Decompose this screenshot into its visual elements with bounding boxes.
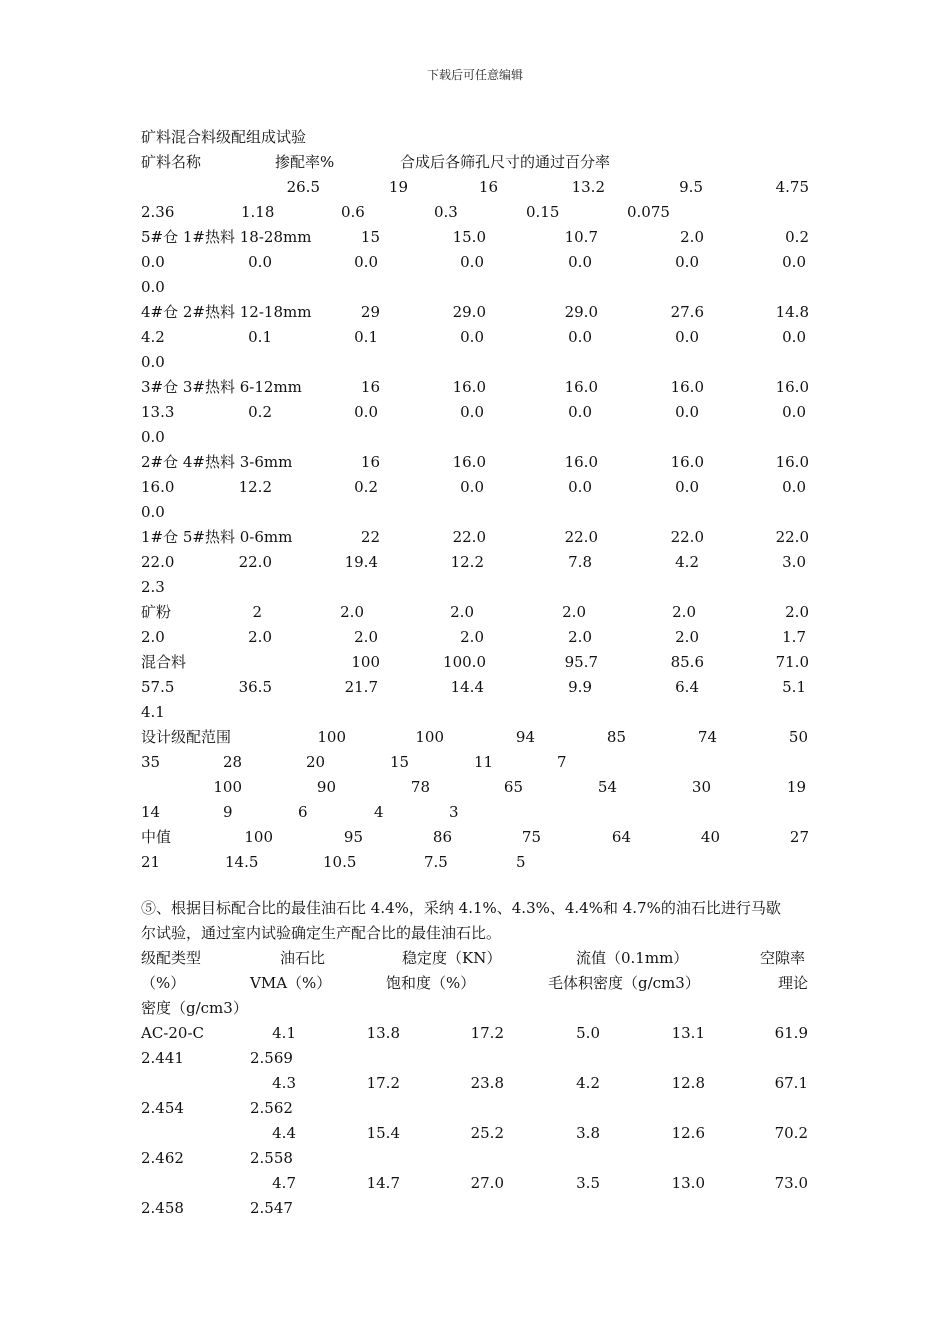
table-cell: 70.2 <box>774 1124 808 1142</box>
table-cell: 3.8 <box>576 1124 600 1142</box>
material-name: 矿粉 <box>141 603 172 621</box>
table-cell: 2.0 <box>354 628 378 646</box>
table-cell: 2.454 <box>141 1099 184 1117</box>
table-cell: 16 <box>360 378 380 396</box>
table-cell: 0.0 <box>248 253 272 271</box>
table-cell: 4.4 <box>272 1124 296 1142</box>
sieve-size: 13.2 <box>571 178 605 196</box>
column-header: 饱和度（%） <box>386 974 476 992</box>
table-cell: 15.0 <box>452 228 486 246</box>
table-cell: 0.0 <box>460 403 484 421</box>
table-cell: 0.2 <box>354 478 378 496</box>
table-cell: 16.0 <box>564 453 598 471</box>
table-cell: 0.0 <box>460 478 484 496</box>
table-cell: 54 <box>597 778 617 796</box>
col-header: 掺配率% <box>275 153 335 171</box>
sieve-size: 26.5 <box>286 178 320 196</box>
table-cell: 0.0 <box>568 403 592 421</box>
table-cell: 17.2 <box>470 1024 504 1042</box>
table-cell: 74 <box>697 728 717 746</box>
median-label: 中值 <box>141 828 172 846</box>
table-cell: 0.0 <box>460 253 484 271</box>
table-cell: 16.0 <box>670 378 704 396</box>
table-cell: 15.4 <box>366 1124 400 1142</box>
table-cell: 4.3 <box>272 1074 296 1092</box>
table-cell: 0.0 <box>141 353 165 371</box>
table-cell: 2.0 <box>568 628 592 646</box>
table-cell: 0.2 <box>248 403 272 421</box>
table-cell: 22.0 <box>564 528 598 546</box>
table-cell: 0.0 <box>141 428 165 446</box>
table-cell: 27.0 <box>470 1174 504 1192</box>
table-cell: 14.5 <box>225 853 259 871</box>
table-cell: 2.569 <box>250 1049 293 1067</box>
table-cell: 14.7 <box>366 1174 400 1192</box>
column-header: VMA（%） <box>250 974 332 992</box>
table-cell: 4.1 <box>272 1024 296 1042</box>
sieve-size: 0.3 <box>434 203 458 221</box>
table-cell: 7.5 <box>424 853 448 871</box>
table-cell: 100 <box>415 728 444 746</box>
table-cell: 0.0 <box>141 278 165 296</box>
table-cell: 4.1 <box>141 703 165 721</box>
table-cell: 23.8 <box>470 1074 504 1092</box>
column-header: 理论 <box>778 974 809 992</box>
table-cell: 2.458 <box>141 1199 184 1217</box>
table-cell: 21.7 <box>344 678 378 696</box>
section-title: 矿料混合料级配组成试验 <box>141 128 307 146</box>
table-cell: 19 <box>786 778 806 796</box>
table-cell: 71.0 <box>775 653 809 671</box>
table-cell: 5.0 <box>576 1024 600 1042</box>
table-cell: 67.1 <box>774 1074 808 1092</box>
table-cell: 95.7 <box>564 653 598 671</box>
table-cell: 1.7 <box>782 628 806 646</box>
table-cell: 30 <box>691 778 711 796</box>
table-cell: 22.0 <box>452 528 486 546</box>
table-cell: 0.0 <box>782 403 806 421</box>
table-cell: 4 <box>374 803 384 821</box>
table-cell: 4.2 <box>576 1074 600 1092</box>
table-cell: 75 <box>521 828 541 846</box>
sieve-size: 0.075 <box>627 203 670 221</box>
table-cell: 4.2 <box>675 553 699 571</box>
table-cell: 35 <box>141 753 161 771</box>
table-cell: 65 <box>503 778 523 796</box>
table-cell: 12.2 <box>450 553 484 571</box>
column-header: 密度（g/cm3） <box>141 999 248 1017</box>
col-header: 矿料名称 <box>141 153 202 171</box>
table-cell: 22.0 <box>670 528 704 546</box>
table-cell: 100 <box>351 653 380 671</box>
table-cell: 14.8 <box>775 303 809 321</box>
sieve-size: 16 <box>478 178 498 196</box>
table-cell: 100.0 <box>443 653 486 671</box>
table-cell: 29 <box>360 303 380 321</box>
table-cell: 4.7 <box>272 1174 296 1192</box>
table-cell: 13.3 <box>141 403 175 421</box>
table-cell: 0.0 <box>460 328 484 346</box>
column-header: （%） <box>141 974 186 992</box>
table-cell: 7.8 <box>568 553 592 571</box>
table-cell: 2.547 <box>250 1199 293 1217</box>
table-cell: 28 <box>223 753 243 771</box>
table-cell: 90 <box>316 778 336 796</box>
material-name: 混合料 <box>141 653 187 671</box>
table-cell: 16 <box>360 453 380 471</box>
sieve-size: 19 <box>388 178 408 196</box>
table-cell: 2 <box>252 603 262 621</box>
table-cell: 36.5 <box>238 678 272 696</box>
table-cell: 2.3 <box>141 578 165 596</box>
table-cell: 12.2 <box>238 478 272 496</box>
table-cell: 57.5 <box>141 678 175 696</box>
table-cell: 94 <box>515 728 535 746</box>
table-cell: 22 <box>360 528 380 546</box>
table-cell: 61.9 <box>774 1024 808 1042</box>
column-header: 空隙率 <box>760 949 806 967</box>
table-cell: 5 <box>516 853 526 871</box>
table-cell: 50 <box>788 728 808 746</box>
table-cell: 16.0 <box>452 378 486 396</box>
table-cell: 12.6 <box>671 1124 705 1142</box>
column-header: 油石比 <box>280 949 326 967</box>
table-cell: 0.2 <box>785 228 809 246</box>
table-cell: 3 <box>449 803 459 821</box>
table-cell: 5.1 <box>782 678 806 696</box>
sieve-size: 1.18 <box>241 203 275 221</box>
column-header: 毛体积密度（g/cm3） <box>548 974 700 992</box>
table-cell: 16.0 <box>452 453 486 471</box>
table-cell: 27.6 <box>670 303 704 321</box>
table-cell: 16.0 <box>141 478 175 496</box>
table-cell: 16.0 <box>564 378 598 396</box>
material-name: 4#仓 2#热料 12-18mm <box>141 303 312 321</box>
table-cell: 2.0 <box>141 628 165 646</box>
column-header: 级配类型 <box>141 949 202 967</box>
table-cell: 0.0 <box>141 253 165 271</box>
table-cell: 100 <box>244 828 273 846</box>
paragraph: 尔试验，通过室内试验确定生产配合比的最佳油石比。 <box>141 924 502 942</box>
table-cell: 86 <box>432 828 452 846</box>
grade-type: AC-20-C <box>141 1024 205 1042</box>
material-name: 3#仓 3#热料 6-12mm <box>141 378 302 396</box>
table-cell: 2.0 <box>672 603 696 621</box>
table-cell: 21 <box>141 853 161 871</box>
table-cell: 13.8 <box>366 1024 400 1042</box>
column-header: 流值（0.1mm） <box>576 949 689 967</box>
col-header: 合成后各筛孔尺寸的通过百分率 <box>400 153 611 171</box>
table-cell: 29.0 <box>564 303 598 321</box>
table-cell: 16.0 <box>670 453 704 471</box>
table-cell: 73.0 <box>774 1174 808 1192</box>
table-cell: 11 <box>474 753 494 771</box>
table-cell: 100 <box>317 728 346 746</box>
table-cell: 4.2 <box>141 328 165 346</box>
design-range-label: 设计级配范围 <box>141 728 232 746</box>
table-cell: 2.0 <box>248 628 272 646</box>
table-cell: 2.0 <box>785 603 809 621</box>
sieve-size: 4.75 <box>775 178 809 196</box>
table-cell: 22.0 <box>141 553 175 571</box>
sieve-size: 0.6 <box>341 203 365 221</box>
table-cell: 2.562 <box>250 1099 293 1117</box>
table-cell: 10.5 <box>323 853 357 871</box>
table-cell: 27 <box>789 828 809 846</box>
table-cell: 0.0 <box>354 403 378 421</box>
table-cell: 0.0 <box>675 328 699 346</box>
table-cell: 0.0 <box>782 328 806 346</box>
table-cell: 20 <box>306 753 326 771</box>
table-cell: 14 <box>141 803 161 821</box>
table-cell: 12.8 <box>671 1074 705 1092</box>
table-cell: 29.0 <box>452 303 486 321</box>
table-cell: 0.0 <box>568 478 592 496</box>
table-cell: 7 <box>557 753 567 771</box>
sieve-size: 0.15 <box>526 203 560 221</box>
table-cell: 95 <box>343 828 363 846</box>
table-cell: 0.0 <box>354 253 378 271</box>
table-cell: 22.0 <box>775 528 809 546</box>
sieve-size: 9.5 <box>679 178 703 196</box>
table-cell: 0.1 <box>248 328 272 346</box>
table-cell: 40 <box>700 828 720 846</box>
table-cell: 16.0 <box>775 453 809 471</box>
table-cell: 85 <box>606 728 626 746</box>
table-cell: 0.0 <box>675 403 699 421</box>
table-cell: 2.0 <box>680 228 704 246</box>
table-cell: 22.0 <box>238 553 272 571</box>
sieve-size: 2.36 <box>141 203 175 221</box>
table-cell: 6.4 <box>675 678 699 696</box>
table-cell: 14.4 <box>450 678 484 696</box>
paragraph: ⑤、根据目标配合比的最佳油石比 4.4%，采纳 4.1%、4.3%、4.4%和 4.7%的油石比进行马歇 <box>141 899 781 917</box>
table-cell: 2.558 <box>250 1149 293 1167</box>
table-cell: 0.0 <box>782 478 806 496</box>
table-cell: 0.0 <box>675 253 699 271</box>
table-cell: 16.0 <box>775 378 809 396</box>
table-cell: 6 <box>298 803 308 821</box>
material-name: 2#仓 4#热料 3-6mm <box>141 453 293 471</box>
table-cell: 2.0 <box>562 603 586 621</box>
table-cell: 2.0 <box>340 603 364 621</box>
table-cell: 2.441 <box>141 1049 184 1067</box>
table-cell: 64 <box>611 828 631 846</box>
table-cell: 9 <box>223 803 233 821</box>
table-cell: 0.0 <box>141 503 165 521</box>
table-cell: 0.0 <box>782 253 806 271</box>
column-header: 稳定度（KN） <box>402 949 502 967</box>
table-cell: 10.7 <box>564 228 598 246</box>
table-cell: 13.0 <box>671 1174 705 1192</box>
table-cell: 100 <box>213 778 242 796</box>
table-cell: 25.2 <box>470 1124 504 1142</box>
table-cell: 2.0 <box>450 603 474 621</box>
table-cell: 15 <box>360 228 380 246</box>
table-cell: 17.2 <box>366 1074 400 1092</box>
table-cell: 0.0 <box>675 478 699 496</box>
table-cell: 3.0 <box>782 553 806 571</box>
table-cell: 0.0 <box>568 253 592 271</box>
table-cell: 2.462 <box>141 1149 184 1167</box>
material-name: 1#仓 5#热料 0-6mm <box>141 528 293 546</box>
table-cell: 13.1 <box>671 1024 705 1042</box>
table-cell: 0.0 <box>568 328 592 346</box>
table-cell: 85.6 <box>670 653 704 671</box>
page-header: 下载后可任意编辑 <box>426 68 523 82</box>
table-cell: 78 <box>410 778 430 796</box>
table-cell: 3.5 <box>576 1174 600 1192</box>
table-cell: 9.9 <box>568 678 592 696</box>
table-cell: 15 <box>390 753 410 771</box>
table-cell: 2.0 <box>675 628 699 646</box>
table-cell: 19.4 <box>344 553 378 571</box>
material-name: 5#仓 1#热料 18-28mm <box>141 228 312 246</box>
table-cell: 0.1 <box>354 328 378 346</box>
table-cell: 2.0 <box>460 628 484 646</box>
